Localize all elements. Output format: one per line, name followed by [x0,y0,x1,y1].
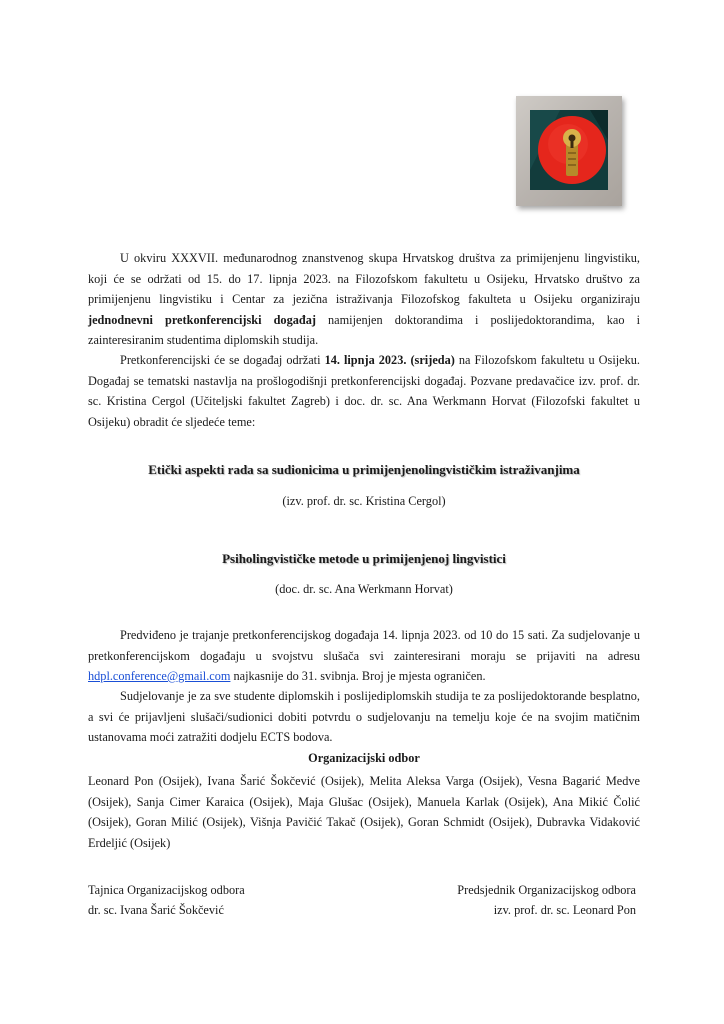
topic-title-2: Psiholingvističke metode u primijenjenoj lingvistici [222,551,506,566]
signature-right-name: izv. prof. dr. sc. Leonard Pon [493,903,636,917]
topic-title-1: Etički aspekti rada sa sudionicima u primijenjenolingvističkim istraživanjima [148,462,580,477]
intro-text: U okviru XXXVII. međunarodnog znanstvenog skupa Hrvatskog društva za primijenjenu lingvistiku, koji će se održati od 15. do 17. lipnja 2023. na Filozofskom fakultetu u Osijeku, Hrvatsko društvo za primijenjenu lingvistiku i Centar za jezična istraživanja Filozofskog fakulteta u Osijeku organiziraju [88,251,640,306]
participation-paragraph: Sudjelovanje je za sve studente diplomskih i poslijediplomskih studija te za poslijedoktorande besplatno, a svi će prijavljeni slušači/sudionici dobiti potvrdu o sudjelovanju na temelju koje će na svojim matičnim ustanovama moći zatražiti dodjelu ECTS bodova. [88,689,640,744]
signature-right [457,880,636,920]
signature-left [88,880,245,920]
event-text: Pretkonferencijski će se događaj održati [120,353,325,367]
registration-text: Predviđeno je trajanje pretkonferencijskog događaja 14. lipnja 2023. od 10 do 15 sati. Za sudjelovanje u pretkonferencijskom događaju u svojstvu slušača svi zainteresirani moraju se prijaviti na adresu [88,628,640,663]
event-text-end: na Filozofskom fakultetu u Osijeku. Događaj se tematski nastavlja na prošlogodišnji pretkonferencijski događaj. Pozvane predavačice izv. prof. dr. sc. Kristina Cergol (Učiteljski fakultet Zagreb) i doc. dr. sc. Ana Werkmann Horvat (Filozofski fakultet u Osijeku) obradit će sljedeće teme: [88,353,640,429]
committee-members: Leonard Pon (Osijek), Ivana Šarić Šokčević (Osijek), Melita Aleksa Varga (Osijek), Vesna Bagarić Medve (Osijek), Sanja Cimer Karaica (Osijek), Maja Glušac (Osijek), Manuela Karlak (Osijek), Ana Mikić Čolić (Osijek), Goran Milić (Osijek), Višnja Pavičić Takač (Osijek), Goran Schmidt (Osijek), Dubravka Vidaković Erdeljić (Osijek) [88,774,640,850]
logo-frame [516,96,622,206]
signature-left-name: dr. sc. Ivana Šarić Šokčević [88,903,224,917]
topic-lecturer-1: (izv. prof. dr. sc. Kristina Cergol) [282,494,446,508]
signature-left-role: Tajnica Organizacijskog odbora [88,883,245,897]
event-date: 14. lipnja 2023. (srijeda) [324,353,455,367]
registration-text-end: najkasnije do 31. svibnja. Broj je mjesta ograničen. [230,669,486,683]
registration-paragraph [88,625,640,687]
intro-bold: jednodnevni pretkonferencijski događaj [88,312,316,327]
event-paragraph [88,350,640,432]
signature-right-role: Predsjednik Organizacijskog odbora [457,883,636,897]
committee-heading: Organizacijski odbor [308,751,420,765]
intro-paragraph [88,248,640,351]
intro-text-end: namijenjen doktorandima i poslijedoktorandima, kao i zainteresiranim studentima diplomskih studija. [88,312,640,347]
email-link[interactable]: hdpl.conference@gmail.com [88,669,231,683]
topic-lecturer-2: (doc. dr. sc. Ana Werkmann Horvat) [275,582,453,596]
lock-keyhole-icon [530,110,608,190]
